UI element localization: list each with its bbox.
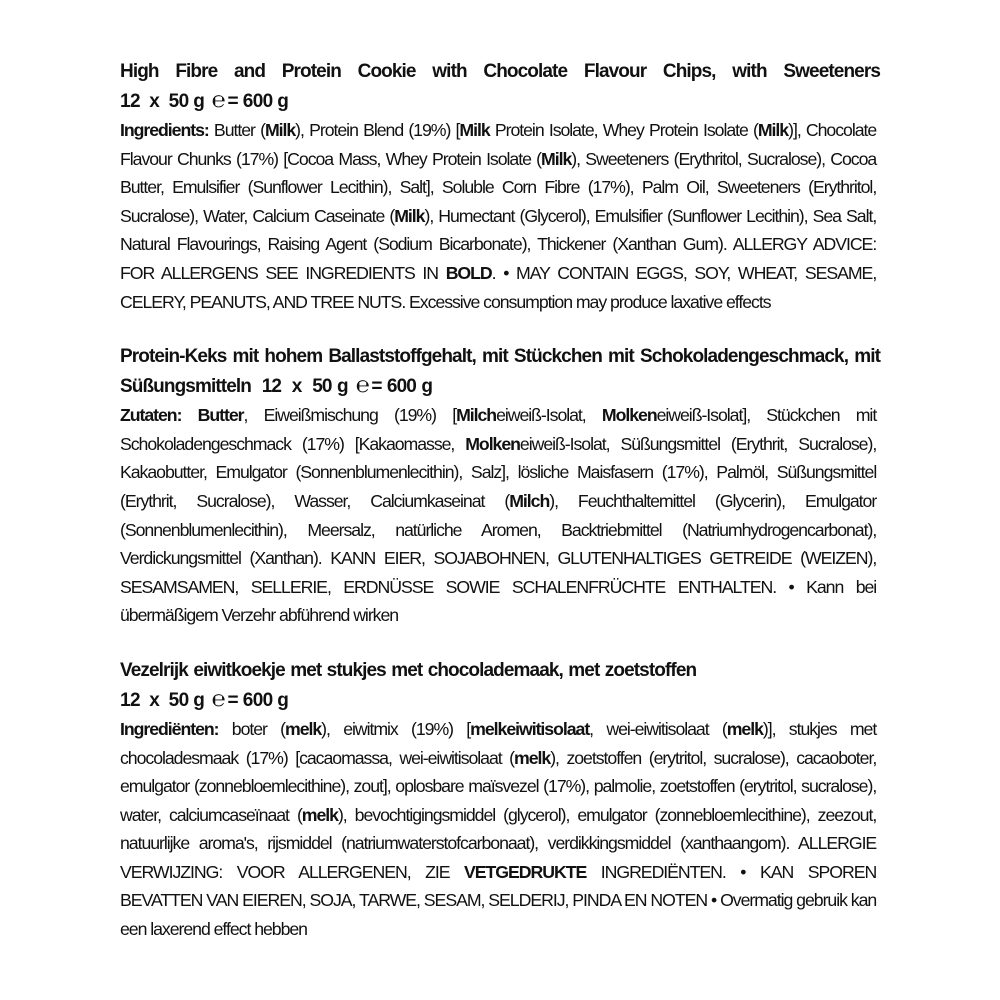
- allergen: Milk: [541, 148, 572, 169]
- allergen: BOLD: [445, 262, 492, 283]
- estimated-sign-icon: ℮: [211, 685, 225, 711]
- ingredients-label-de: Zutaten:: [120, 405, 182, 426]
- allergen: Butter: [197, 405, 244, 426]
- ingredients-segment: eiweiß-Isolat, Süßungsmittel (Erythrit, Sucralose), Kakaobutter, Emulgator (Sonnenblumenlecithin), Salz], lösliche Maisfasern (17%), Palmöl, Süßungsmittel (Erythrit, Sucralose), Wasser, Calciumkaseinat (: [120, 433, 877, 511]
- allergen: VETGEDRUKTE: [464, 861, 587, 882]
- ingredients-segment: ), Sweeteners (Erythritol, Sucralose), Cocoa Butter, Emulsifier (Sunflower Lecithin), Salt], Soluble Corn Fibre (17%), Palm Oil, Sweeteners (Erythritol, Sucralose), Water, Calcium Caseinate (: [120, 148, 877, 226]
- ingredients-segment: eiweiß-Isolat], Stückchen mit Schokoladengeschmack (17%) [Kakaomasse,: [120, 405, 877, 454]
- net-quantity-en: [120, 86, 880, 116]
- ingredients-segment: ), Protein Blend (19%) [: [295, 120, 460, 140]
- allergen: melkeiwitisolaat: [470, 718, 590, 739]
- ingredients-segment: ), Humectant (Glycerol), Emulsifier (Sunflower Lecithin), Sea Salt, Natural Flavourings, Raising Agent (Sodium Bicarbonate), Thickener (Xanthan Gum). ALLERGY ADVICE: FOR ALLERGENS SEE INGREDIENTS IN: [120, 205, 877, 283]
- allergen: melk: [726, 718, 763, 739]
- allergen: Molken: [601, 405, 657, 426]
- pack-count-de: 12 x 50 g: [250, 376, 348, 398]
- estimated-sign-icon: ℮: [355, 372, 369, 398]
- estimated-sign-icon: ℮: [211, 87, 225, 112]
- ingredients-label-nl: Ingrediënten:: [120, 718, 219, 739]
- net-quantity-nl: [120, 685, 880, 715]
- allergen: Molken: [465, 433, 520, 454]
- total-weight-en: = 600 g: [227, 91, 289, 112]
- allergen: Milk: [264, 120, 296, 140]
- allergen: Milk: [394, 205, 425, 226]
- ingredients-segment: boter (: [218, 718, 286, 739]
- product-title-nl: Vezelrijk eiwitkoekje met stukjes met chocolademaak, met zoetstoffen: [120, 659, 697, 681]
- product-title-de: [120, 343, 880, 401]
- ingredients-label-en: Ingredients:: [120, 120, 209, 140]
- allergen: melk: [301, 804, 338, 825]
- allergen: Milk: [459, 120, 490, 140]
- ingredients-segment: ), bevochtigingsmiddel (glycerol), emulgator (zonnebloemlecithine), zeezout, natuurlijke aroma's, rijsmiddel (natriumwaterstofcarbonaat), verdikkingsmiddel (xanthaangom). ALLERGIE VERWIJZING: VOOR ALLERGENEN, ZIE: [120, 804, 877, 882]
- ingredients-segment: . • MAY CONTAIN EGGS, SOY, WHEAT, SESAME, CELERY, PEANUTS, AND TREE NUTS. Excessive consumption may produce laxative effects: [120, 262, 877, 312]
- ingredients-segment: )], Chocolate Flavour Chunks (17%) [Cocoa Mass, Whey Protein Isolate (: [120, 120, 877, 169]
- net-quantity-de: [250, 372, 433, 398]
- ingredients-segment: eiweiß-Isolat,: [496, 405, 602, 426]
- product-title-en: High Fibre and Protein Cookie with Chocolate Flavour Chips, with Sweeteners: [120, 61, 880, 82]
- ingredients-segment: , wei-eiwitisolaat (: [589, 718, 727, 739]
- ingredients-segment: Protein Isolate, Whey Protein Isolate (: [489, 120, 758, 140]
- pack-count-en: 12 x 50 g: [120, 91, 205, 112]
- total-weight-nl: = 600 g: [227, 689, 289, 711]
- total-weight-de: = 600 g: [371, 376, 433, 398]
- ingredients-segment: INGREDIËNTEN. • KAN SPOREN BEVATTEN VAN EIEREN, SOJA, TARWE, SESAM, SELDERIJ, PINDA EN NOTEN • Overmatig gebruik kan een laxerend effect hebben: [120, 861, 877, 940]
- ingredients-segment: ), zoetstoffen (erytritol, sucralose), cacaoboter, emulgator (zonnebloemlecithine), zout], oplosbare maïsvezel (17%), palmolie, zoetstoffen (erytritol, sucralose), water, calciumcaseïnaat (: [120, 747, 877, 825]
- ingredient-label: [120, 58, 880, 944]
- pack-count-nl: 12 x 50 g: [120, 689, 205, 711]
- allergen: Milch: [509, 490, 550, 511]
- ingredients-segment: )], stukjes met chocoladesmaak (17%) [cacaomassa, wei-eiwitisolaat (: [120, 718, 877, 768]
- ingredients-segment: ), Feuchthaltemittel (Glycerin), Emulgator (Sonnenblumenlecithin), Meersalz, natürliche Aromen, Backtriebmittel (Natriumhydrogencarbonat), Verdickungsmittel (Xanthan). KANN EIER, SOJABOHNEN, GLUTENHALTIGES GETREIDE (WEIZEN), SESAMSAMEN, SELLERIE, ERDNÜSSE SOWIE SCHALENFRÜCHTE ENTHALTEN. • Kann bei übermäßigem Verzehr abführend wirken: [120, 490, 877, 626]
- ingredients-text-en: [120, 116, 876, 316]
- allergen: melk: [514, 747, 551, 768]
- section-english: [120, 58, 880, 316]
- ingredients-segment: , Eiweißmischung (19%) [: [243, 405, 457, 426]
- section-dutch: [120, 657, 880, 944]
- ingredients-text-de: [120, 401, 876, 630]
- allergen: melk: [285, 718, 322, 739]
- ingredients-segment: ), eiwitmix (19%) [: [321, 718, 471, 739]
- section-german: [120, 343, 880, 630]
- ingredients-text-nl: [120, 715, 876, 944]
- product-title-text-de: Protein-Keks mit hohem Ballaststoffgehalt, mit Stückchen mit Schokoladengeschmack, mit Süßungsmitteln: [120, 346, 880, 398]
- allergen: Milch: [456, 405, 497, 426]
- allergen: Milk: [757, 120, 789, 140]
- ingredients-segment: Butter (: [208, 120, 265, 140]
